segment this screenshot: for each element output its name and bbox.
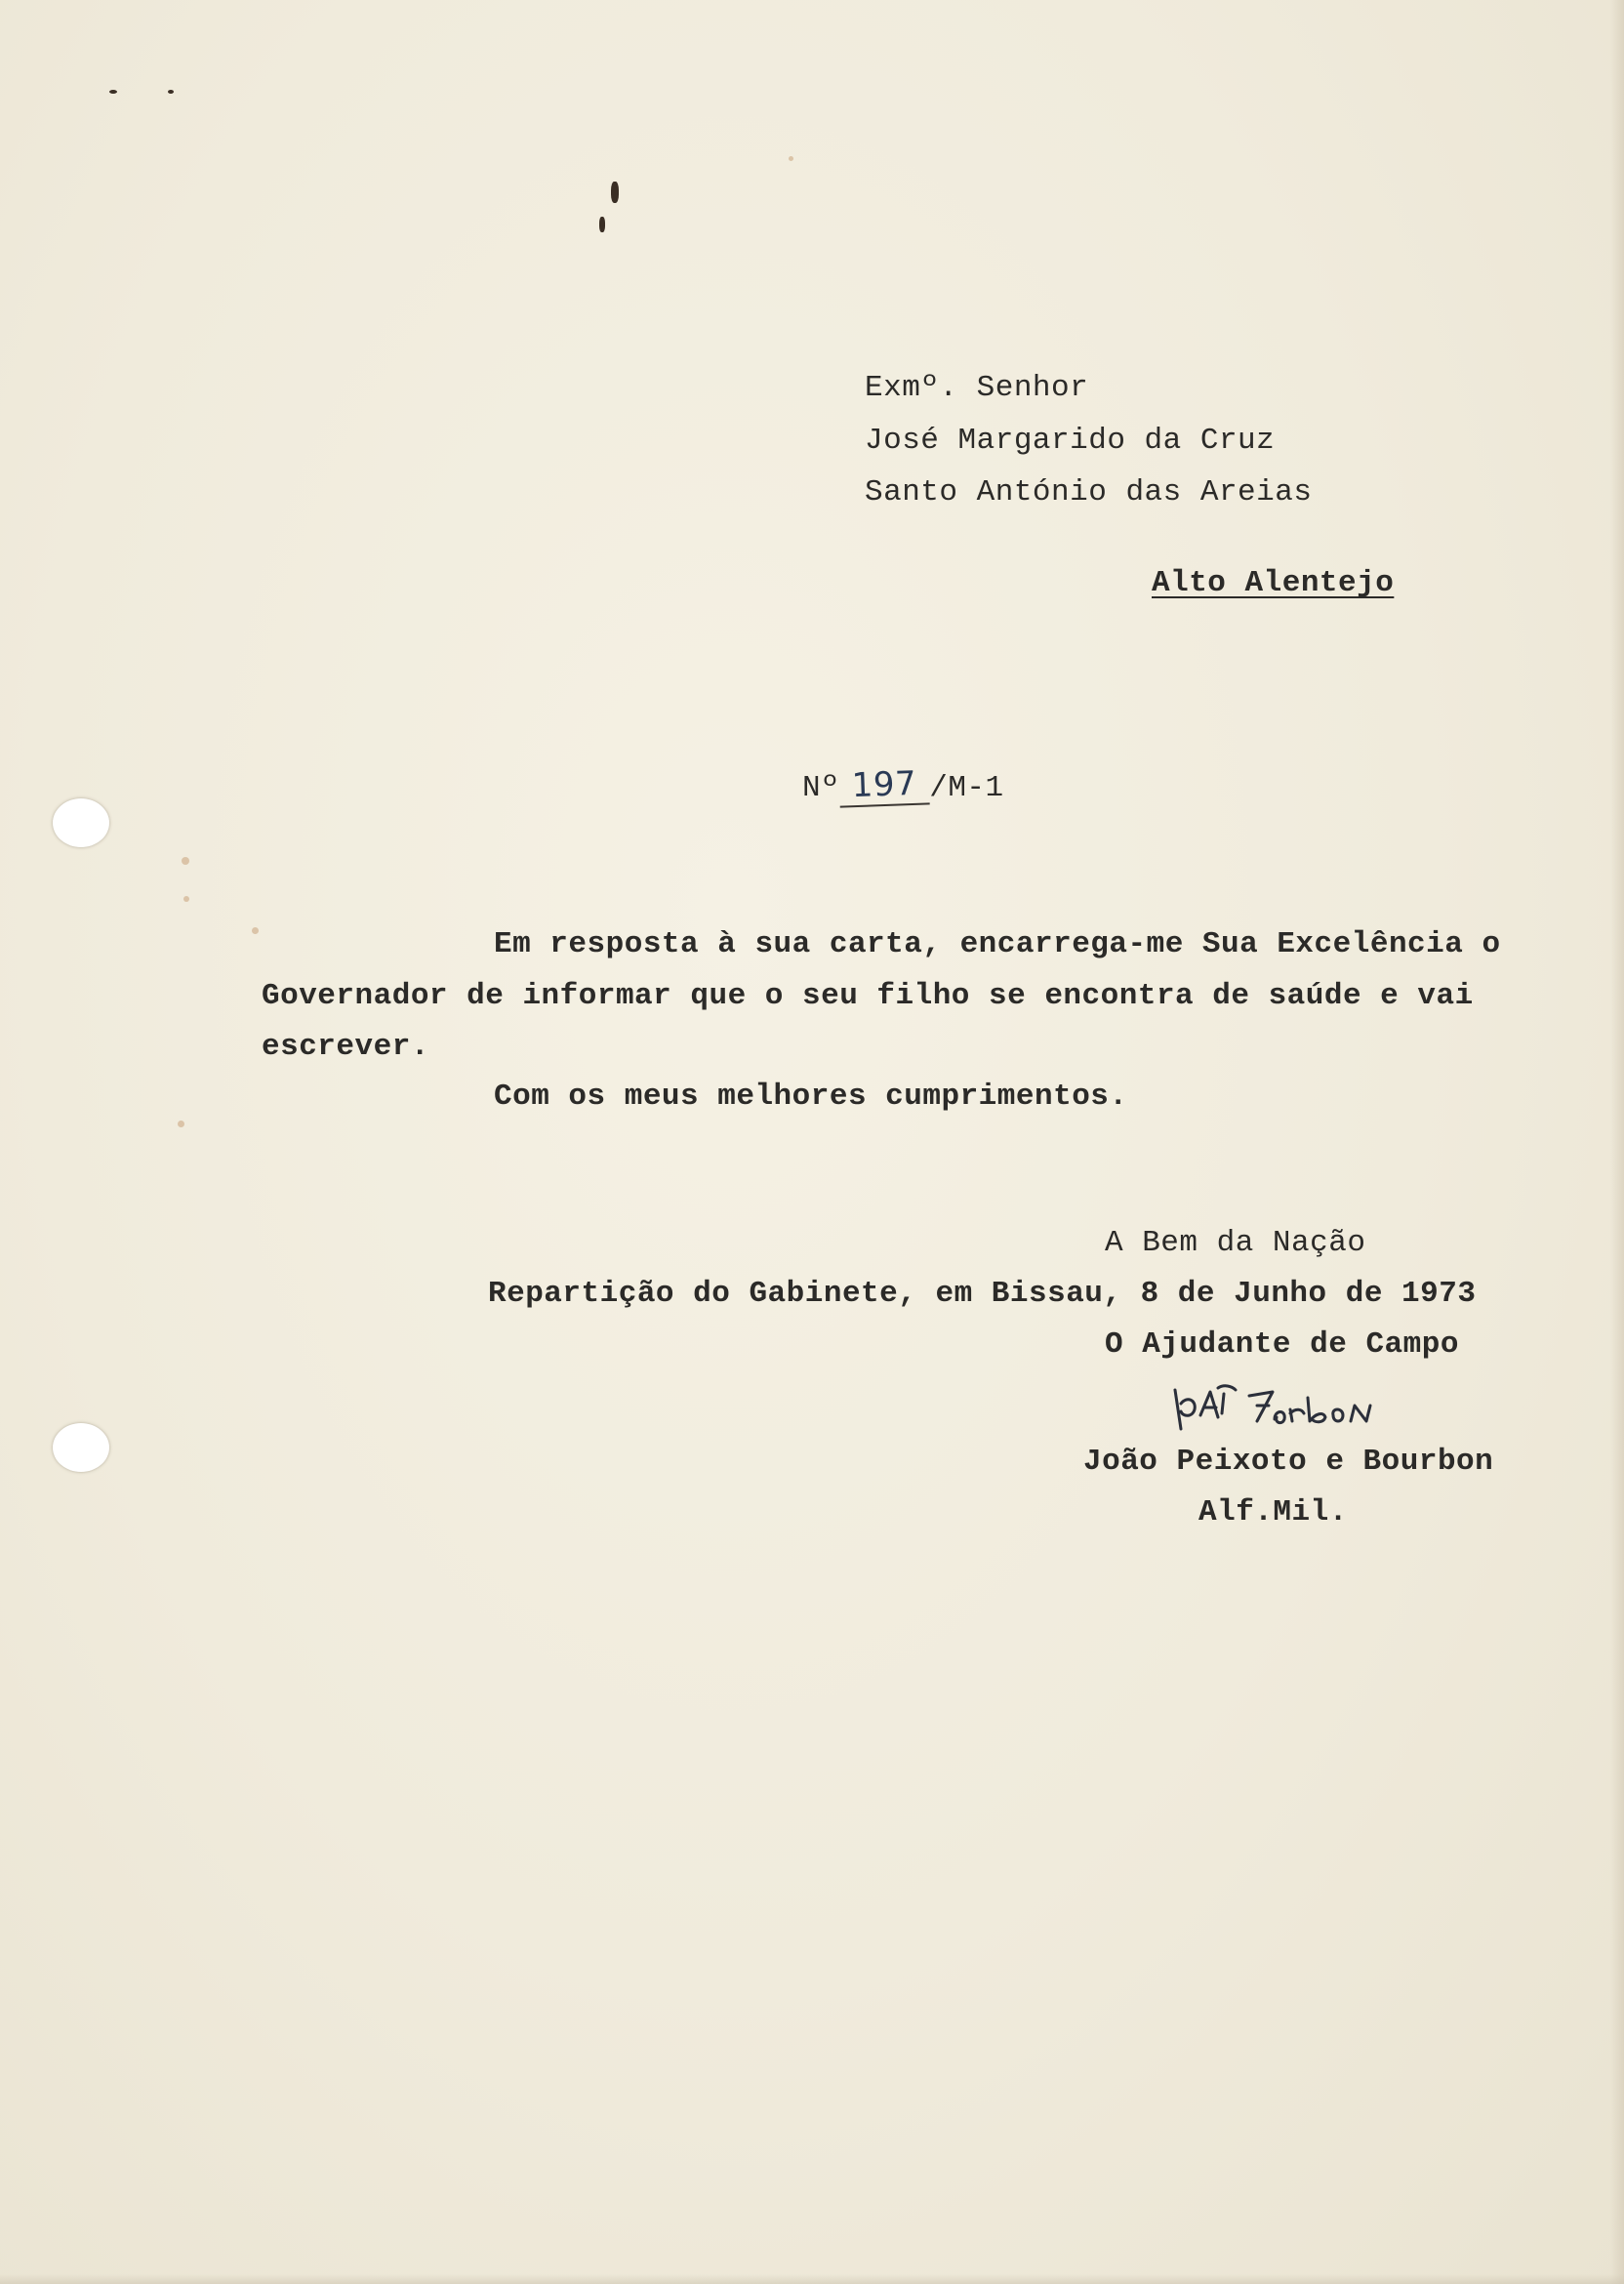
stain-spot bbox=[252, 927, 259, 934]
stain-spot bbox=[789, 156, 793, 161]
addressee-salutation: Exmº. Senhor bbox=[865, 371, 1089, 405]
ink-speck bbox=[109, 90, 117, 94]
reference-number: 197 bbox=[839, 763, 930, 807]
page-bottom-edge bbox=[0, 2274, 1624, 2284]
stain-spot bbox=[182, 857, 189, 865]
ink-mark bbox=[599, 217, 605, 232]
stain-spot bbox=[178, 1121, 184, 1127]
handwritten-signature bbox=[1167, 1370, 1401, 1439]
reference-line bbox=[802, 765, 1004, 806]
punch-hole-bottom bbox=[53, 1423, 109, 1472]
addressee-name: José Margarido da Cruz bbox=[865, 424, 1276, 458]
body-paragraph1-line3: escrever. bbox=[262, 1030, 429, 1064]
ink-speck bbox=[168, 90, 174, 94]
closing-place-date: Repartição do Gabinete, em Bissau, 8 de Junho de 1973 bbox=[488, 1277, 1477, 1311]
page-right-edge bbox=[1610, 0, 1624, 2284]
body-paragraph2: Com os meus melhores cumprimentos. bbox=[494, 1080, 1128, 1114]
reference-suffix: /M-1 bbox=[929, 771, 1004, 805]
reference-prefix: Nº bbox=[802, 771, 840, 805]
body-paragraph1-line1: Em resposta à sua carta, encarrega-me Sua Excelência o bbox=[494, 927, 1501, 961]
addressee-locality: Santo António das Areias bbox=[865, 475, 1313, 510]
body-paragraph1-line2: Governador de informar que o seu filho se encontra de saúde e vai bbox=[262, 979, 1474, 1013]
stain-spot bbox=[183, 896, 189, 902]
closing-role: O Ajudante de Campo bbox=[1105, 1327, 1459, 1362]
punch-hole-top bbox=[53, 798, 109, 847]
addressee-region: Alto Alentejo bbox=[1152, 566, 1395, 600]
closing-motto: A Bem da Nação bbox=[1105, 1226, 1366, 1260]
ink-mark bbox=[611, 182, 619, 203]
signer-rank: Alf.Mil. bbox=[1198, 1495, 1348, 1529]
signer-name: João Peixoto e Bourbon bbox=[1083, 1445, 1494, 1479]
